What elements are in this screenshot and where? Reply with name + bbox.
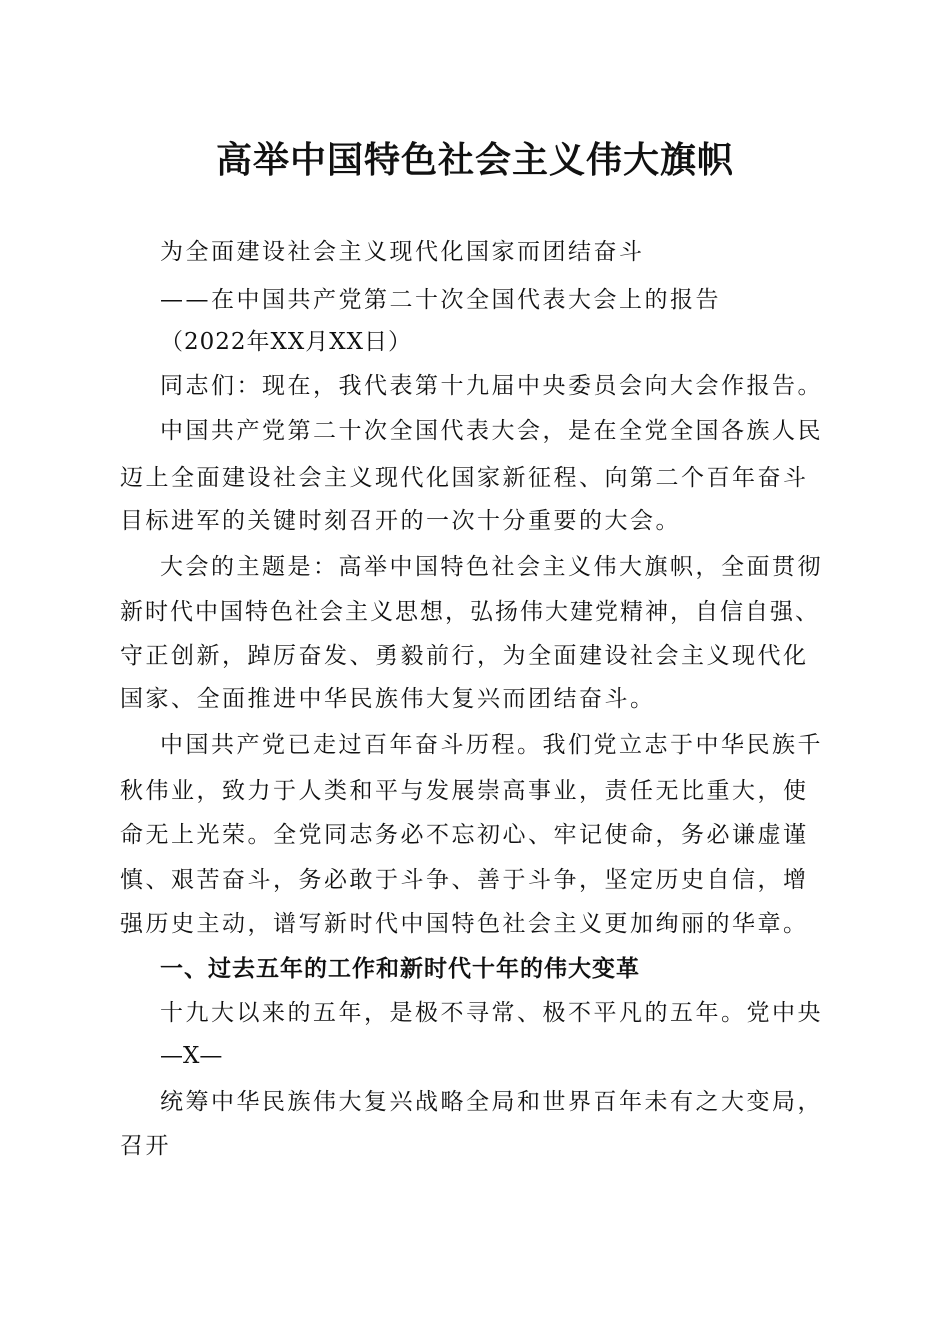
paragraph-1-line-2: 迈上全面建设社会主义现代化国家新征程、向第二个百年奋斗 bbox=[120, 465, 809, 491]
paragraph-2-line-3: 守正创新，踔厉奋发、勇毅前行，为全面建设社会主义现代化 bbox=[120, 643, 809, 669]
paragraph-2-line-4: 国家、全面推进中华民族伟大复兴而团结奋斗。 bbox=[120, 686, 656, 712]
paragraph-3-line-4: 慎、艰苦奋斗，务必敢于斗争、善于斗争，坚定历史自信，增 bbox=[120, 867, 809, 893]
paragraph-3-line-2: 秋伟业，致力于人类和平与发展崇高事业，责任无比重大，使 bbox=[120, 778, 809, 804]
document-title: 高举中国特色社会主义伟大旗帜 bbox=[215, 139, 734, 181]
date-line: （2022年XX月XX日） bbox=[160, 329, 413, 355]
paragraph-5-line-2: 召开 bbox=[120, 1133, 171, 1159]
page-marker: —X— bbox=[160, 1043, 223, 1069]
paragraph-2-line-2: 新时代中国特色社会主义思想，弘扬伟大建党精神，自信自强、 bbox=[120, 599, 820, 625]
subtitle: 为全面建设社会主义现代化国家而团结奋斗 bbox=[160, 239, 645, 265]
paragraph-3-line-1: 中国共产党已走过百年奋斗历程。我们党立志于中华民族千 bbox=[160, 732, 823, 758]
greeting: 同志们：现在，我代表第十九届中央委员会向大会作报告。 bbox=[160, 373, 823, 399]
section-heading: 一、过去五年的工作和新时代十年的伟大变革 bbox=[160, 956, 640, 982]
paragraph-1-line-3: 目标进军的关键时刻召开的一次十分重要的大会。 bbox=[120, 508, 681, 534]
paragraph-1-line-1: 中国共产党第二十次全国代表大会，是在全党全国各族人民 bbox=[160, 418, 823, 444]
paragraph-3-line-3: 命无上光荣。全党同志务必不忘初心、牢记使命，务必谦虚谨 bbox=[120, 822, 809, 848]
paragraph-5-line-1: 统筹中华民族伟大复兴战略全局和世界百年未有之大变局， bbox=[160, 1089, 823, 1115]
paragraph-4-line-1: 十九大以来的五年，是极不寻常、极不平凡的五年。党中央 bbox=[160, 1000, 823, 1026]
paragraph-2-line-1: 大会的主题是：高举中国特色社会主义伟大旗帜，全面贯彻 bbox=[160, 554, 823, 580]
paragraph-3-line-5: 强历史主动，谱写新时代中国特色社会主义更加绚丽的华章。 bbox=[120, 911, 809, 937]
report-line: ——在中国共产党第二十次全国代表大会上的报告 bbox=[160, 287, 721, 313]
